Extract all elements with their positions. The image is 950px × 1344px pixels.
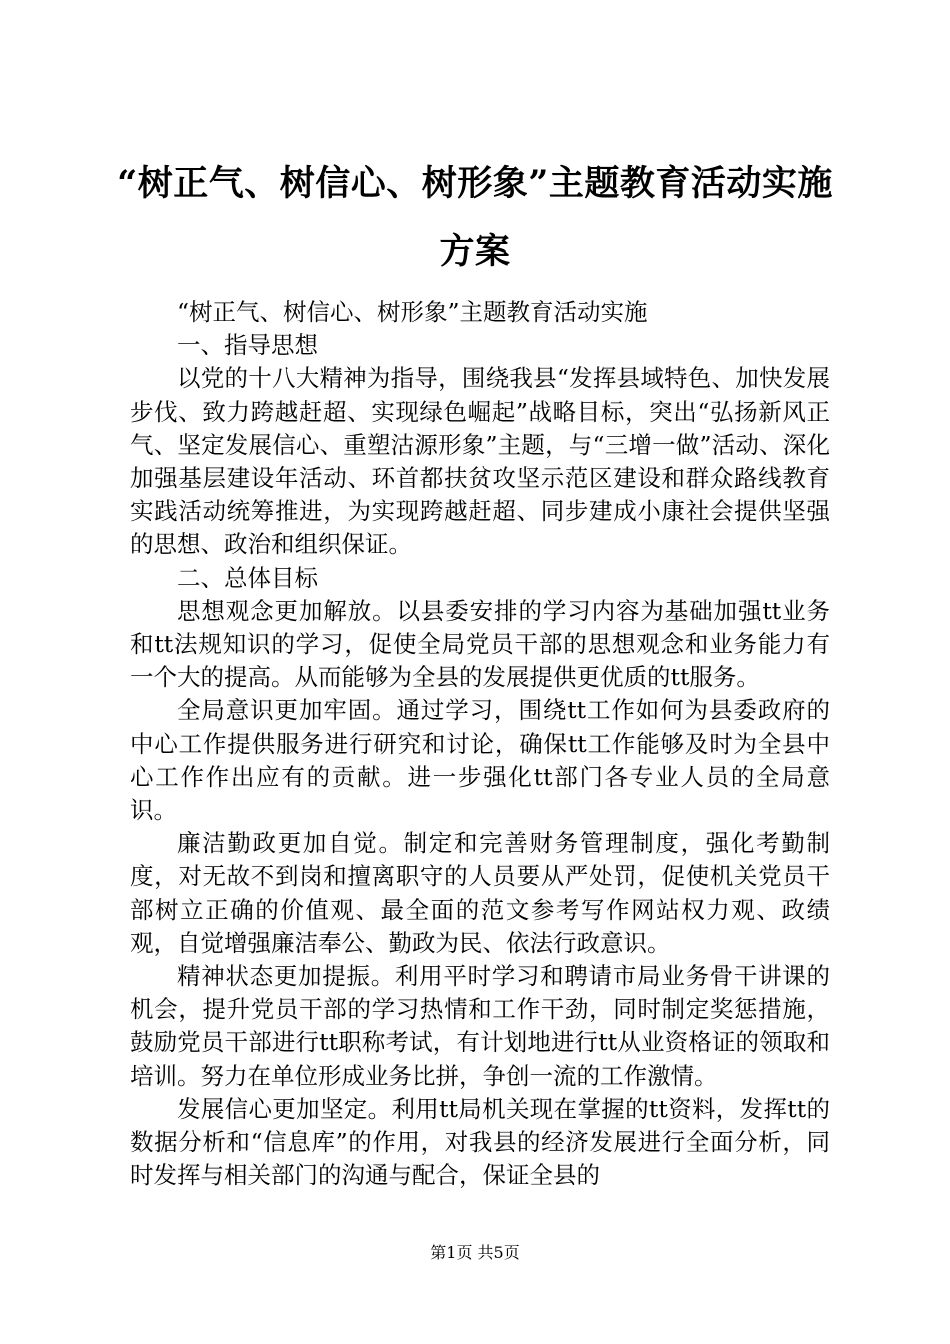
paragraph-goal-confidence: 发展信心更加坚定。利用tt局机关现在掌握的tt资料，发挥tt的数据分析和“信息库”的作用，对我县的经济发展进行全面分析，同时发挥与相关部门的沟通与配合，保证全县的 <box>130 1094 830 1190</box>
heading-guiding-ideology: 一、指导思想 <box>177 331 318 360</box>
paragraph-goal-integrity: 廉洁勤政更加自觉。制定和完善财务管理制度，强化考勤制度，对无故不到岗和擅离职守的人员要从严处罚，促使机关党员干部树立正确的价值观、最全面的范文参考写作网站权力观、政绩观，自觉增强廉洁奉公、勤政为民、依法行政意识。 <box>130 829 830 957</box>
paragraph-goal-spirit: 精神状态更加提振。利用平时学习和聘请市局业务骨干讲课的机会，提升党员干部的学习热情和工作干劲，同时制定奖惩措施，鼓励党员干部进行tt职称考试，有计划地进行tt从业资格证的领取和培训。努力在单位形成业务比拼，争创一流的工作激情。 <box>130 962 830 1090</box>
document-title: “树正气、树信心、树形象”主题教育活动实施方案 <box>117 163 833 272</box>
paragraph-intro: “树正气、树信心、树形象”主题教育活动实施 <box>177 298 648 326</box>
paragraph-goal-thinking: 思想观念更加解放。以县委安排的学习内容为基础加强tt业务和tt法规知识的学习，促使全局党员干部的思想观念和业务能力有一个大的提高。从而能够为全县的发展提供更优质的tt服务。 <box>130 596 830 692</box>
document-body <box>130 296 830 1192</box>
page-number-footer: 第1页 共5页 <box>430 1243 520 1262</box>
paragraph-goal-overall-awareness: 全局意识更加牢固。通过学习，围绕tt工作如何为县委政府的中心工作提供服务进行研究和讨论，确保tt工作能够及时为全县中心工作作出应有的贡献。进一步强化tt部门各专业人员的全局意识。 <box>130 696 830 825</box>
heading-overall-goals: 二、总体目标 <box>177 563 318 592</box>
paragraph-guiding-ideology: 以党的十八大精神为指导，围绕我县“发挥县域特色、加快发展步伐、致力跨越赶超、实现绿色崛起”战略目标，突出“弘扬新风正气、坚定发展信心、重塑沽源形象”主题，与“三增一做”活动、深化加强基层建设年活动、环首都扶贫攻坚示范区建设和群众路线教育实践活动统筹推进，为实现跨越赶超、同步建成小康社会提供坚强的思想、政治和组织保证。 <box>130 364 830 559</box>
